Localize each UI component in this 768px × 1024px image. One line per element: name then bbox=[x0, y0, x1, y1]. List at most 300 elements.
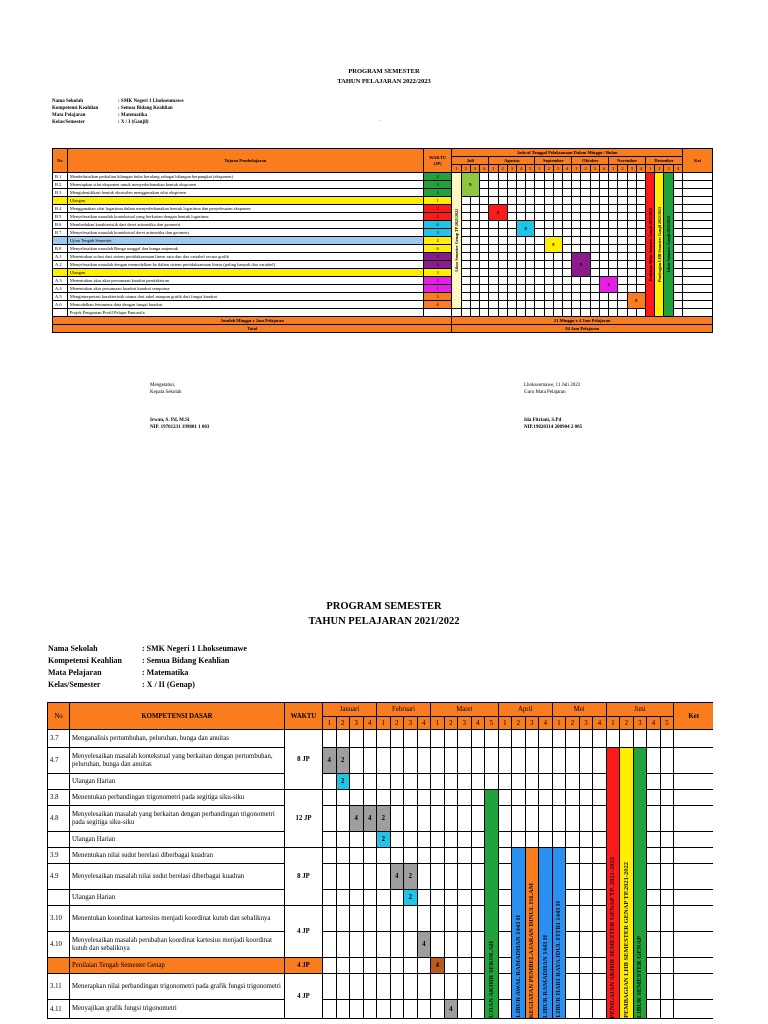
schedule-cell bbox=[660, 774, 674, 790]
month-november: November bbox=[609, 157, 646, 165]
week-number: 4 bbox=[563, 165, 572, 173]
schedule-cell bbox=[512, 790, 526, 806]
vertical-note-col-4 bbox=[539, 848, 553, 1019]
schedule-cell bbox=[431, 974, 445, 1000]
doc2-table bbox=[47, 702, 713, 1019]
schedule-cell bbox=[647, 932, 661, 958]
row-ket bbox=[682, 229, 712, 237]
schedule-cell bbox=[470, 213, 479, 221]
schedule-cell bbox=[458, 806, 472, 832]
schedule-cell bbox=[627, 205, 636, 213]
schedule-cell bbox=[544, 181, 553, 189]
schedule-cell bbox=[458, 774, 472, 790]
schedule-cell bbox=[404, 848, 418, 864]
row-ket bbox=[674, 958, 713, 974]
row-ket bbox=[682, 189, 712, 197]
schedule-cell bbox=[377, 790, 391, 806]
schedule-cell bbox=[636, 173, 645, 181]
info-value: : X / II (Genap) bbox=[142, 680, 195, 689]
week-number: 4 bbox=[636, 165, 645, 173]
schedule-cell bbox=[498, 958, 512, 974]
schedule-cell bbox=[470, 237, 479, 245]
row-no: 4.7 bbox=[48, 748, 70, 774]
schedule-cell bbox=[489, 269, 498, 277]
month-maret: Maret bbox=[431, 703, 499, 717]
schedule-cell bbox=[507, 269, 516, 277]
schedule-cell bbox=[535, 261, 544, 269]
info-row bbox=[52, 112, 184, 119]
schedule-cell bbox=[489, 181, 498, 189]
schedule-cell bbox=[647, 974, 661, 1000]
schedule-cell bbox=[458, 906, 472, 932]
schedule-cell bbox=[636, 181, 645, 189]
schedule-cell bbox=[498, 864, 512, 890]
row-ket bbox=[682, 285, 712, 293]
schedule-cell bbox=[599, 229, 608, 237]
schedule-cell bbox=[572, 245, 581, 253]
schedule-cell bbox=[485, 774, 499, 790]
schedule-cell bbox=[498, 974, 512, 1000]
schedule-cell bbox=[498, 906, 512, 932]
schedule-cell bbox=[390, 932, 404, 958]
vertical-note-col-6 bbox=[606, 748, 620, 1019]
schedule-cell bbox=[581, 197, 590, 205]
schedule-cell bbox=[544, 189, 553, 197]
schedule-cell bbox=[599, 309, 608, 317]
schedule-cell bbox=[485, 730, 499, 748]
schedule-cell bbox=[525, 832, 539, 848]
schedule-cell bbox=[599, 261, 608, 269]
schedule-cell bbox=[609, 181, 618, 189]
schedule-cell bbox=[636, 269, 645, 277]
schedule-cell bbox=[377, 906, 391, 932]
schedule-cell bbox=[673, 197, 682, 205]
schedule-cell bbox=[390, 730, 404, 748]
schedule-cell bbox=[618, 245, 627, 253]
schedule-cell bbox=[458, 748, 472, 774]
schedule-cell bbox=[404, 958, 418, 974]
schedule-cell bbox=[336, 790, 350, 806]
schedule-cell bbox=[461, 285, 470, 293]
schedule-block: 2 bbox=[377, 806, 391, 832]
doc2-info bbox=[48, 643, 247, 691]
schedule-cell bbox=[593, 974, 607, 1000]
schedule-cell bbox=[590, 237, 599, 245]
row-no bbox=[48, 890, 70, 906]
schedule-cell bbox=[590, 181, 599, 189]
schedule-cell bbox=[498, 173, 507, 181]
schedule-cell bbox=[647, 748, 661, 774]
schedule-cell bbox=[673, 181, 682, 189]
schedule-cell bbox=[553, 213, 562, 221]
schedule-cell bbox=[480, 245, 489, 253]
schedule-cell bbox=[323, 864, 337, 890]
schedule-cell bbox=[471, 806, 485, 832]
schedule-cell bbox=[507, 285, 516, 293]
schedule-cell bbox=[552, 730, 566, 748]
schedule-cell bbox=[390, 848, 404, 864]
schedule-cell bbox=[566, 790, 580, 806]
row-jp: 2 bbox=[423, 277, 452, 285]
schedule-cell bbox=[673, 189, 682, 197]
schedule-cell bbox=[563, 253, 572, 261]
schedule-cell bbox=[673, 285, 682, 293]
signature-line bbox=[524, 396, 582, 403]
schedule-cell bbox=[471, 730, 485, 748]
schedule-cell bbox=[336, 864, 350, 890]
schedule-cell bbox=[498, 197, 507, 205]
week-number: 1 bbox=[498, 717, 512, 730]
row-no: 4.10 bbox=[48, 932, 70, 958]
schedule-cell bbox=[431, 790, 445, 806]
schedule-cell bbox=[350, 906, 364, 932]
schedule-cell bbox=[363, 730, 377, 748]
jumlah-value: 21 Minggu x 4 Jam Pelajaran bbox=[452, 317, 713, 325]
header-jadwal: Jadwal Tanggal Pelaksanaan Dalam Minggu / Bulan bbox=[452, 149, 683, 157]
schedule-cell bbox=[590, 309, 599, 317]
schedule-cell bbox=[609, 293, 618, 301]
schedule-cell bbox=[572, 229, 581, 237]
schedule-cell bbox=[599, 205, 608, 213]
row-ket bbox=[674, 790, 713, 806]
schedule-cell bbox=[633, 730, 647, 748]
schedule-cell bbox=[572, 181, 581, 189]
schedule-cell bbox=[480, 309, 489, 317]
row-tujuan: Menyelesaikan masalah kontekstual yang berkaitan dengan bentuk logaritma bbox=[67, 213, 423, 221]
schedule-cell bbox=[636, 277, 645, 285]
row-ket bbox=[674, 730, 713, 748]
schedule-cell bbox=[507, 189, 516, 197]
row-no: B.2 bbox=[53, 181, 68, 189]
schedule-cell bbox=[507, 293, 516, 301]
schedule-cell bbox=[563, 205, 572, 213]
schedule-cell bbox=[323, 806, 337, 832]
schedule-cell bbox=[563, 237, 572, 245]
schedule-cell bbox=[593, 730, 607, 748]
row-kd: Menyelesaikan masalah kontekstual yang berkaitan dengan pertumbuhan, peluruhan, bunga dan anuitas bbox=[70, 748, 285, 774]
signature-line: Irwan, S. Pd, M.Si bbox=[150, 418, 190, 423]
doc1-table bbox=[52, 148, 713, 333]
row-jp: 1 bbox=[423, 285, 452, 293]
schedule-cell bbox=[470, 205, 479, 213]
schedule-cell bbox=[516, 285, 525, 293]
schedule-cell bbox=[647, 790, 661, 806]
schedule-cell bbox=[507, 237, 516, 245]
holiday-col-2 bbox=[646, 173, 655, 317]
row-kd: Menentukan koordinat kartesius menjadi koordinat kutub dan sebaliknya bbox=[70, 906, 285, 932]
signature-line bbox=[150, 410, 209, 417]
schedule-cell bbox=[618, 237, 627, 245]
schedule-cell bbox=[566, 864, 580, 890]
schedule-cell bbox=[461, 237, 470, 245]
schedule-cell bbox=[471, 906, 485, 932]
row-ket bbox=[682, 293, 712, 301]
schedule-cell bbox=[471, 864, 485, 890]
schedule-cell bbox=[566, 806, 580, 832]
schedule-cell bbox=[363, 906, 377, 932]
schedule-cell bbox=[599, 245, 608, 253]
schedule-cell bbox=[581, 213, 590, 221]
schedule-cell bbox=[498, 730, 512, 748]
schedule-cell bbox=[609, 245, 618, 253]
schedule-cell bbox=[363, 864, 377, 890]
schedule-block: 4 bbox=[431, 958, 445, 974]
schedule-cell bbox=[377, 958, 391, 974]
row-tujuan: Menggunakan sifat logaritma dalam menyederhanakan bentuk logaritma dan penyelesaian eksponen bbox=[67, 205, 423, 213]
vertical-note-3: Pembagian LHB Semester Ganjil 2022/2023 bbox=[657, 206, 663, 283]
schedule-cell bbox=[581, 229, 590, 237]
row-kd: Menyelesaikan masalah yang berkaitan dengan perbandingan trigonometri pada segitiga siku-siku bbox=[70, 806, 285, 832]
schedule-cell bbox=[471, 774, 485, 790]
schedule-cell bbox=[673, 253, 682, 261]
schedule-cell bbox=[498, 890, 512, 906]
schedule-cell bbox=[526, 197, 535, 205]
schedule-cell bbox=[618, 285, 627, 293]
schedule-cell bbox=[458, 974, 472, 1000]
schedule-cell bbox=[636, 309, 645, 317]
schedule-cell bbox=[498, 832, 512, 848]
schedule-cell bbox=[606, 730, 620, 748]
schedule-cell bbox=[572, 189, 581, 197]
schedule-cell bbox=[444, 864, 458, 890]
row-kd: Menyelesaikan masalah perubahan koordinat kartesius menjadi koordinat kutub dan sebaliknya bbox=[70, 932, 285, 958]
schedule-block: 2 bbox=[336, 748, 350, 774]
schedule-cell bbox=[660, 748, 674, 774]
row-ket bbox=[682, 261, 712, 269]
vertical-note-8: LIBUR SEMESTER GENAP bbox=[636, 936, 644, 1018]
schedule-cell bbox=[627, 237, 636, 245]
signature-line bbox=[524, 410, 582, 417]
row-ket bbox=[674, 774, 713, 790]
row-no: B.4 bbox=[53, 205, 68, 213]
row-ket bbox=[682, 253, 712, 261]
schedule-cell bbox=[363, 774, 377, 790]
row-jp: 3 bbox=[423, 181, 452, 189]
schedule-cell bbox=[552, 790, 566, 806]
row-ket bbox=[682, 245, 712, 253]
schedule-cell bbox=[566, 1000, 580, 1019]
schedule-cell bbox=[579, 932, 593, 958]
schedule-block: 4 bbox=[363, 806, 377, 832]
week-number: 4 bbox=[647, 717, 661, 730]
vertical-note-6: PENILAIAN AKHIR SEMESTER GENAP TP. 2021-2022 bbox=[609, 856, 617, 1018]
row-no bbox=[48, 774, 70, 790]
row-tujuan: Projek Penguatan Profil Pelajar Pancasila bbox=[67, 309, 423, 317]
schedule-cell bbox=[618, 253, 627, 261]
row-no bbox=[53, 269, 68, 277]
schedule-cell bbox=[470, 245, 479, 253]
schedule-cell bbox=[470, 261, 479, 269]
schedule-cell bbox=[470, 285, 479, 293]
schedule-cell bbox=[544, 277, 553, 285]
schedule-block: 8 bbox=[489, 205, 507, 221]
schedule-cell bbox=[526, 253, 535, 261]
week-number: 1 bbox=[489, 165, 498, 173]
row-jp: 3 bbox=[423, 269, 452, 277]
schedule-block: 8 bbox=[516, 221, 534, 237]
row-tujuan: Menentukan akar persamaan kuadrat kuadrat sempurna bbox=[67, 285, 423, 293]
schedule-cell bbox=[535, 181, 544, 189]
month-januari: Januari bbox=[323, 703, 377, 717]
schedule-cell bbox=[581, 277, 590, 285]
schedule-cell bbox=[516, 213, 525, 221]
schedule-cell bbox=[507, 229, 516, 237]
row-no: B.7 bbox=[53, 229, 68, 237]
schedule-cell bbox=[627, 261, 636, 269]
schedule-cell bbox=[323, 848, 337, 864]
schedule-cell bbox=[609, 189, 618, 197]
schedule-cell bbox=[444, 906, 458, 932]
schedule-cell bbox=[647, 864, 661, 890]
signature-line: Guru Mata Pelajaran bbox=[524, 390, 566, 395]
schedule-cell bbox=[444, 932, 458, 958]
schedule-cell bbox=[336, 890, 350, 906]
schedule-cell bbox=[563, 245, 572, 253]
week-number: 4 bbox=[599, 165, 608, 173]
schedule-cell bbox=[461, 309, 470, 317]
row-tujuan: Membedakan karakteristik dari deret aritmetika dan geometri bbox=[67, 221, 423, 229]
schedule-cell bbox=[673, 173, 682, 181]
header-ket: Ket bbox=[674, 703, 713, 730]
schedule-cell bbox=[336, 932, 350, 958]
schedule-cell bbox=[572, 309, 581, 317]
row-tujuan: Ujian Tengah Semester bbox=[67, 237, 423, 245]
schedule-cell bbox=[507, 173, 516, 181]
schedule-cell bbox=[618, 301, 627, 309]
schedule-cell bbox=[579, 864, 593, 890]
schedule-cell bbox=[673, 237, 682, 245]
schedule-cell bbox=[480, 205, 489, 213]
schedule-cell bbox=[489, 221, 498, 229]
schedule-cell bbox=[461, 229, 470, 237]
schedule-cell bbox=[590, 173, 599, 181]
schedule-cell bbox=[458, 890, 472, 906]
schedule-cell bbox=[458, 848, 472, 864]
schedule-cell bbox=[512, 774, 526, 790]
schedule-cell bbox=[590, 285, 599, 293]
row-ket bbox=[682, 205, 712, 213]
schedule-cell bbox=[480, 189, 489, 197]
schedule-cell bbox=[647, 774, 661, 790]
row-jp: 3 bbox=[423, 293, 452, 301]
schedule-cell bbox=[590, 221, 599, 229]
schedule-cell bbox=[636, 253, 645, 261]
row-kd: Menganalisis pertumbuhan, peluruhan, bunga dan anuitas bbox=[70, 730, 285, 748]
schedule-cell bbox=[581, 205, 590, 213]
week-number: 4 bbox=[516, 165, 525, 173]
signature-line: Mengetahui, bbox=[150, 383, 176, 388]
schedule-cell bbox=[489, 261, 498, 269]
schedule-cell bbox=[498, 748, 512, 774]
info-key: Nama Sekolah bbox=[52, 99, 83, 104]
row-tujuan: Menginterpretasi karakteristik utama dari tabel maupun grafik dari fungsi kuadrat bbox=[67, 293, 423, 301]
vertical-note-col-5 bbox=[552, 848, 566, 1019]
row-no: B.5 bbox=[53, 213, 68, 221]
schedule-cell bbox=[618, 189, 627, 197]
week-number: 5 bbox=[526, 165, 535, 173]
schedule-cell bbox=[516, 301, 525, 309]
row-no: A.5 bbox=[53, 293, 68, 301]
schedule-cell bbox=[350, 790, 364, 806]
schedule-cell bbox=[526, 181, 535, 189]
schedule-cell bbox=[673, 309, 682, 317]
schedule-cell bbox=[377, 748, 391, 774]
schedule-cell bbox=[498, 293, 507, 301]
schedule-cell bbox=[498, 790, 512, 806]
week-number: 1 bbox=[377, 717, 391, 730]
schedule-cell bbox=[458, 1000, 472, 1019]
schedule-cell bbox=[323, 1000, 337, 1019]
schedule-block: 2 bbox=[404, 864, 418, 890]
schedule-cell bbox=[627, 221, 636, 229]
schedule-cell bbox=[552, 748, 566, 774]
row-ket bbox=[682, 221, 712, 229]
row-no bbox=[48, 958, 70, 974]
schedule-cell bbox=[470, 221, 479, 229]
schedule-cell bbox=[507, 213, 516, 221]
row-ket bbox=[674, 890, 713, 906]
schedule-cell bbox=[535, 205, 544, 213]
week-number: 1 bbox=[552, 717, 566, 730]
schedule-cell bbox=[471, 790, 485, 806]
schedule-cell bbox=[516, 197, 525, 205]
signature-line: Ida Fitriani, S.Pd bbox=[524, 418, 562, 423]
schedule-cell bbox=[539, 806, 553, 832]
schedule-cell bbox=[390, 958, 404, 974]
schedule-cell bbox=[553, 269, 562, 277]
schedule-cell bbox=[579, 958, 593, 974]
schedule-cell bbox=[480, 261, 489, 269]
row-waktu: 4 JP bbox=[285, 974, 323, 1019]
schedule-cell bbox=[458, 790, 472, 806]
schedule-cell bbox=[480, 173, 489, 181]
schedule-cell bbox=[498, 277, 507, 285]
schedule-cell bbox=[581, 221, 590, 229]
schedule-cell bbox=[444, 790, 458, 806]
schedule-cell bbox=[458, 864, 472, 890]
schedule-cell bbox=[507, 181, 516, 189]
schedule-cell bbox=[581, 237, 590, 245]
schedule-cell bbox=[579, 974, 593, 1000]
schedule-cell bbox=[553, 253, 562, 261]
schedule-cell bbox=[581, 301, 590, 309]
schedule-cell bbox=[417, 832, 431, 848]
schedule-cell bbox=[618, 197, 627, 205]
schedule-cell bbox=[323, 890, 337, 906]
schedule-cell bbox=[599, 181, 608, 189]
schedule-cell bbox=[627, 197, 636, 205]
schedule-cell bbox=[660, 848, 674, 864]
schedule-cell bbox=[489, 173, 498, 181]
schedule-cell bbox=[470, 309, 479, 317]
schedule-cell bbox=[552, 806, 566, 832]
schedule-cell bbox=[563, 213, 572, 221]
schedule-cell bbox=[566, 774, 580, 790]
week-number: 2 bbox=[655, 165, 664, 173]
info-row bbox=[52, 98, 184, 105]
schedule-cell bbox=[535, 301, 544, 309]
header-waktu: WAKTU (JP) bbox=[423, 149, 452, 173]
schedule-cell bbox=[516, 205, 525, 213]
schedule-cell bbox=[471, 848, 485, 864]
row-kd: Menentukan perbandingan trigonometri pada segitiga siku-siku bbox=[70, 790, 285, 806]
schedule-cell bbox=[512, 832, 526, 848]
schedule-cell bbox=[544, 309, 553, 317]
schedule-cell bbox=[566, 958, 580, 974]
schedule-cell bbox=[390, 890, 404, 906]
schedule-cell bbox=[431, 848, 445, 864]
schedule-cell bbox=[572, 277, 581, 285]
